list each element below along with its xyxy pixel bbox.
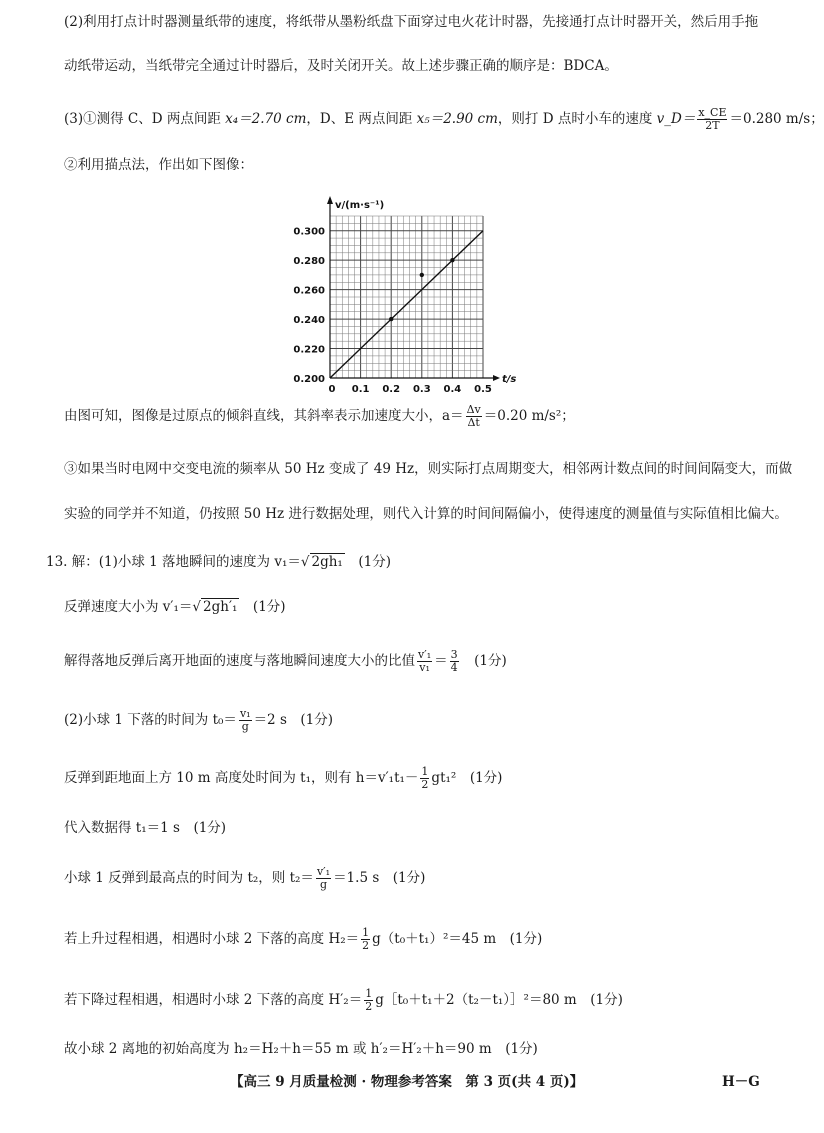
q13-l4-pre: (2)小球 1 下落的时间为 t₀＝: [64, 712, 237, 728]
p3-mid: ，D、E 两点间距: [306, 111, 417, 127]
data-point: [450, 258, 454, 262]
q13-l2-sqrt: 2gh′₁: [203, 599, 238, 615]
q13-l9-pre: 若下降过程相遇，相遇时小球 2 下落的高度 H′₂＝: [64, 992, 363, 1008]
q13-l1-sqrt: 2gh₁: [311, 554, 343, 570]
half-fraction-2: [361, 927, 370, 952]
q13-l3-score: (1分): [474, 653, 507, 669]
q13-l4-post: ＝2 s: [253, 712, 287, 728]
x-tick-label: 0.1: [351, 384, 370, 395]
slope-pre: 由图可知，图像是过原点的倾斜直线，其斜率表示加速度大小，a＝: [64, 408, 464, 424]
y-axis-arrow: [327, 196, 333, 204]
q13-l10-text: 故小球 2 离地的初始高度为 h₂＝H₂＋h＝55 m 或 h′₂＝H′₂＋h＝90 m: [64, 1041, 492, 1057]
ratio-num: v′₁: [418, 648, 432, 661]
x4: x₄＝2.70 cm: [225, 111, 307, 127]
half-fraction-3: [364, 988, 373, 1013]
q13-line10: [64, 1039, 538, 1059]
t2-fraction: [316, 866, 331, 891]
footer-center: 【高三 9 月质量检测 · 物理参考答案 第 3 页(共 4 页)】: [230, 1074, 584, 1090]
p3-plot-intro: ②利用描点法，作出如下图像：: [64, 157, 253, 173]
half3-den: 2: [365, 1000, 373, 1013]
slope-frac-den: Δt: [467, 416, 480, 429]
q13-l2-pre: 反弹速度大小为 v′₁＝: [64, 599, 193, 615]
q13-l8-pre: 若上升过程相遇，相遇时小球 2 下落的高度 H₂＝: [64, 931, 360, 947]
vd-label: v_D＝: [656, 111, 696, 127]
x-tick-label: 0.5: [474, 384, 492, 395]
half2-num: 1: [362, 926, 370, 939]
q13-line4: [64, 708, 333, 733]
q13-l5-post: gt₁²: [431, 770, 457, 786]
q13-line2: 反弹速度大小为 v′₁＝√ 2gh′₁ (1分): [64, 599, 286, 615]
t0-num: v₁: [239, 707, 251, 720]
data-point: [389, 317, 393, 321]
q13-l7-score: (1分): [392, 870, 426, 886]
t2-den: g: [319, 878, 328, 891]
q13-line6: [64, 818, 226, 838]
t2-num: v′₁: [316, 865, 331, 878]
q13-l7-post: ＝1.5 s: [333, 870, 380, 886]
y-tick-label: 0.280: [293, 256, 325, 268]
q13-l2-score: (1分): [252, 599, 286, 615]
q13-line5: [64, 766, 502, 791]
q13-l5-score: (1分): [469, 770, 503, 786]
p3-post: ，则打 D 点时小车的速度: [497, 111, 657, 127]
q13-l9-score: (1分): [590, 992, 623, 1008]
y-axis-label: v/(m·s⁻¹): [335, 200, 385, 211]
q13-l8-post: g（t₀＋t₁）²＝45 m: [372, 931, 497, 947]
vd-frac-num: x_CE: [698, 106, 727, 119]
vd-fraction: [697, 107, 727, 132]
slope-post: ＝0.20 m/s²；: [483, 408, 575, 424]
ratio-eq: ＝: [434, 653, 448, 669]
q13-l6-text: 代入数据得 t₁＝1 s: [64, 820, 180, 836]
y-tick-label: 0.260: [293, 285, 325, 297]
q13-line7: [64, 866, 425, 891]
y-tick-label: 0.240: [293, 315, 325, 327]
q13-line1: 13. 解：(1)小球 1 落地瞬间的速度为 v₁＝√ 2gh₁ (1分): [46, 554, 391, 570]
q13-l9-post: g［t₀＋t₁＋2（t₂－t₁）］²＝80 m: [375, 992, 577, 1008]
x-axis-label: t/s: [502, 374, 517, 385]
t0-fraction: [239, 708, 252, 733]
t0-den: g: [241, 720, 249, 733]
p3-freq-line1: ③如果当时电网中交变电流的频率从 50 Hz 变成了 49 Hz，则实际打点周期变大，相邻两计数点间的时间间隔变大，而做: [64, 461, 793, 477]
ratio-value-num: 3: [450, 648, 458, 661]
q13-line8: [64, 927, 542, 952]
q13-l4-score: (1分): [300, 712, 333, 728]
slope-fraction: [466, 404, 482, 429]
p2-line2: 动纸带运动，当纸带完全通过计时器后，及时关闭开关。故上述步骤正确的顺序是：BDCA。: [64, 58, 618, 74]
x-tick-label: 0.4: [443, 384, 462, 395]
y-tick-label: 0.200: [293, 374, 325, 385]
half2-den: 2: [362, 939, 370, 952]
q13-line9: [64, 988, 623, 1013]
half1-num: 1: [421, 765, 429, 778]
q13-l10-score: (1分): [505, 1041, 538, 1057]
q13-l6-score: (1分): [193, 820, 227, 836]
y-tick-label: 0.220: [293, 344, 325, 356]
vd-frac-den: 2T: [705, 119, 720, 132]
q13-l7-pre: 小球 1 反弹到最高点的时间为 t₂，则 t₂＝: [64, 870, 314, 886]
half1-den: 2: [421, 778, 429, 791]
x-tick-label: 0.3: [412, 384, 431, 395]
slope-frac-num: Δv: [466, 403, 481, 416]
footer-right: H－G: [722, 1074, 760, 1090]
p3-freq-line2: 实验的同学并不知道，仍按照 50 Hz 进行数据处理，则代入计算的时间间隔偏小，使得速度的测量值与实际值相比偏大。: [64, 506, 788, 522]
q13-l1-score: (1分): [358, 554, 391, 570]
q13-l5-pre: 反弹到距地面上方 10 m 高度处时间为 t₁，则有 h＝v′₁t₁－: [64, 770, 419, 786]
q13-l1-pre: 13. 解：(1)小球 1 落地瞬间的速度为 v₁＝: [46, 554, 301, 570]
p3-velocity-line: [64, 107, 824, 132]
ratio-value-fraction: [450, 649, 459, 674]
x-tick-label: 0: [328, 384, 336, 395]
ratio-fraction: [417, 649, 432, 674]
q13-l3-pre: 解得落地反弹后离开地面的速度与落地瞬间速度大小的比值: [64, 653, 415, 669]
ratio-den: v₁: [419, 661, 430, 674]
p2-line1: (2)利用打点计时器测量纸带的速度，将纸带从墨粉纸盘下面穿过电火花计时器，先接通打点计时器开关，然后用手拖: [64, 14, 759, 30]
vt-chart: [290, 193, 517, 395]
half3-num: 1: [365, 987, 373, 1000]
p3-slope-line: [64, 404, 575, 429]
q13-l8-score: (1分): [509, 931, 543, 947]
half-fraction-1: [420, 766, 429, 791]
p3-pre: (3)①测得 C、D 两点间距: [64, 111, 226, 127]
x-axis-arrow: [493, 375, 500, 381]
y-tick-label: 0.300: [293, 226, 325, 238]
data-point: [420, 273, 424, 277]
x-tick-label: 0.2: [382, 384, 401, 395]
ratio-value-den: 4: [450, 661, 458, 674]
x5: x₅＝2.90 cm: [416, 111, 498, 127]
q13-line3: [64, 649, 507, 674]
vd-result: ＝0.280 m/s；: [729, 111, 824, 127]
